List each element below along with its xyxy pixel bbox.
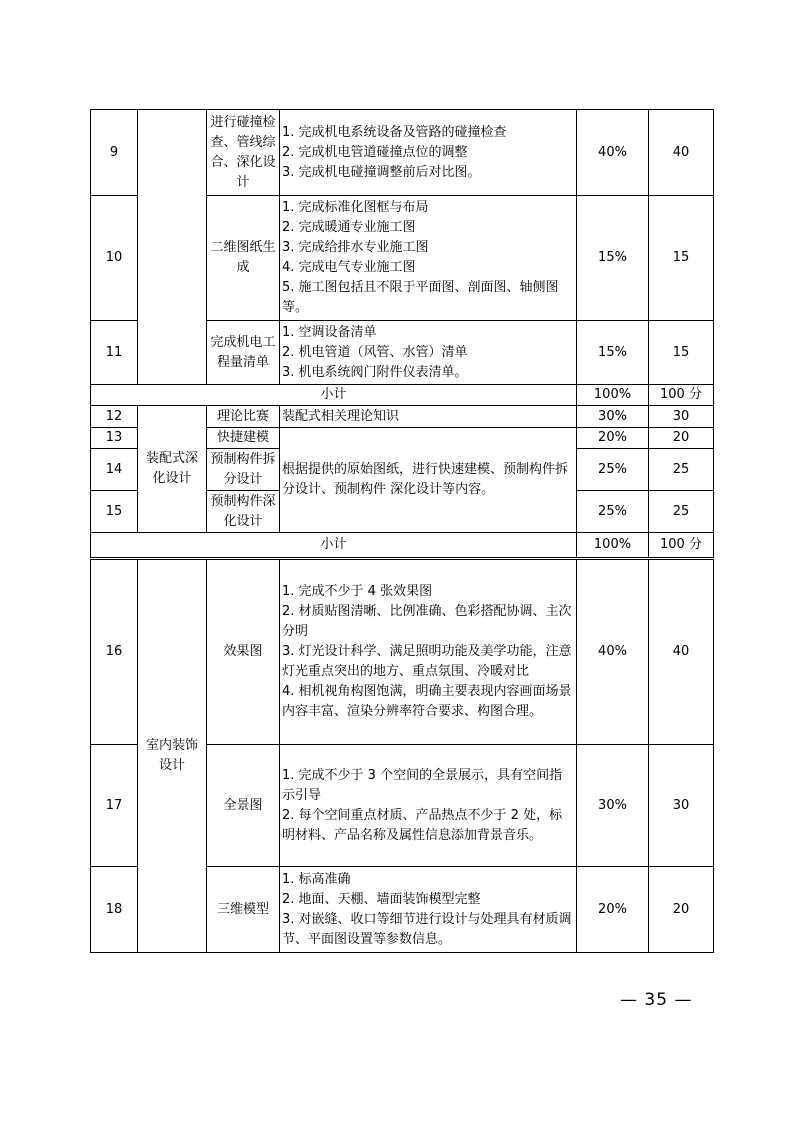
desc-line: 2. 完成机电管道碰撞点位的调整 [282,144,468,160]
table-row [91,559,714,745]
module-name: 装配式深化设计 [138,406,207,533]
desc-line: 1. 完成不少于 4 张效果图 [282,584,433,599]
desc-line: 1. 空调设备清单 [282,324,377,340]
subtotal-weight: 100% [577,533,649,559]
task-item: 全景图 [207,745,280,867]
weight-cell: 30% [577,745,649,867]
row-number: 13 [91,428,138,449]
task-item: 预制构件拆分设计 [207,449,280,491]
module-name: 室内装饰设计 [138,559,207,953]
score-cell: 30 [649,406,714,428]
score-cell: 20 [649,867,714,953]
desc-line: 5. 施工图包括且不限于平面图、剖面图、轴侧图等。 [282,280,559,315]
desc-line: 2. 地面、天棚、墙面装饰模型完整 [282,891,481,907]
page-number: — 35 — [620,990,693,1010]
task-item: 效果图 [207,559,280,745]
subtotal-row [91,385,714,406]
weight-cell: 25% [577,491,649,533]
subtotal-row [91,533,714,559]
desc-line: 2. 完成暖通专业施工图 [282,220,416,235]
desc-line: 3. 完成机电碰撞调整前后对比图。 [282,164,481,180]
task-description [280,559,577,745]
task-item: 预制构件深化设计 [207,491,280,533]
desc-line: 4. 相机视角构图饱满，明确主要表现内容画面场景内容丰富、渲染分辨率符合要求、构图合理。 [282,684,572,719]
row-number: 9 [91,110,138,196]
weight-cell: 40% [577,110,649,196]
score-cell: 40 [649,110,714,196]
desc-line: 2. 材质贴图清晰、比例准确、色彩搭配协调、主次分明 [282,604,572,639]
shared-task-description: 根据提供的原始图纸，进行快速建模、预制构件拆分设计、预制构件 深化设计等内容。 [280,428,577,533]
row-number: 15 [91,491,138,533]
task-item: 理论比赛 [207,406,280,428]
desc-line: 1. 标高准确 [282,871,351,887]
row-number: 14 [91,449,138,491]
table-row [91,110,714,196]
desc-line: 2. 机电管道（风管、水管）清单 [282,344,468,360]
weight-cell: 25% [577,449,649,491]
weight-cell: 15% [577,196,649,321]
score-cell: 25 [649,491,714,533]
score-cell: 15 [649,196,714,321]
desc-line: 3. 对嵌缝、收口等细节进行设计与处理具有材质调节、平面图设置等参数信息。 [282,911,572,947]
row-number: 10 [91,196,138,321]
task-description [280,745,577,867]
score-cell: 40 [649,559,714,745]
task-item: 完成机电工程量清单 [207,321,280,385]
subtotal-score: 100 分 [649,385,714,406]
score-cell: 25 [649,449,714,491]
task-description [280,110,577,196]
desc-line: 1. 完成机电系统设备及管路的碰撞检查 [282,124,507,140]
row-number: 18 [91,867,138,953]
row-number: 11 [91,321,138,385]
subtotal-score: 100 分 [649,533,714,559]
task-description [280,321,577,385]
module-cell-empty [138,110,207,385]
row-number: 17 [91,745,138,867]
desc-line: 2. 每个空间重点材质、产品热点不少于 2 处，标明材料、产品名称及属性信息添加背景音乐。 [282,807,563,843]
desc-line: 3. 灯光设计科学、满足照明功能及美学功能，注意灯光重点突出的地方、重点氛围、冷暖对比 [282,644,572,679]
score-cell: 20 [649,428,714,449]
desc-line: 1. 完成不少于 3 个空间的全景展示，具有空间指示引导 [282,767,563,803]
task-item: 三维模型 [207,867,280,953]
row-number: 16 [91,559,138,745]
subtotal-weight: 100% [577,385,649,406]
task-description: 装配式相关理论知识 [280,406,577,428]
desc-line: 4. 完成电气专业施工图 [282,260,416,275]
weight-cell: 20% [577,867,649,953]
weight-cell: 20% [577,428,649,449]
weight-cell: 30% [577,406,649,428]
desc-line: 3. 机电系统阀门附件仪表清单。 [282,364,468,380]
desc-line: 3. 完成给排水专业施工图 [282,240,429,255]
task-description [280,867,577,953]
score-cell: 15 [649,321,714,385]
weight-cell: 40% [577,559,649,745]
subtotal-label: 小计 [91,385,577,406]
scoring-table [90,109,714,953]
subtotal-label: 小计 [91,533,577,559]
task-item: 进行碰撞检查、管线综合、深化设计 [207,110,280,196]
task-item: 快捷建模 [207,428,280,449]
desc-line: 1. 完成标准化图框与布局 [282,200,429,215]
score-cell: 30 [649,745,714,867]
task-item: 二维图纸生成 [207,196,280,321]
task-description [280,196,577,321]
table-row [91,406,714,428]
row-number: 12 [91,406,138,428]
weight-cell: 15% [577,321,649,385]
